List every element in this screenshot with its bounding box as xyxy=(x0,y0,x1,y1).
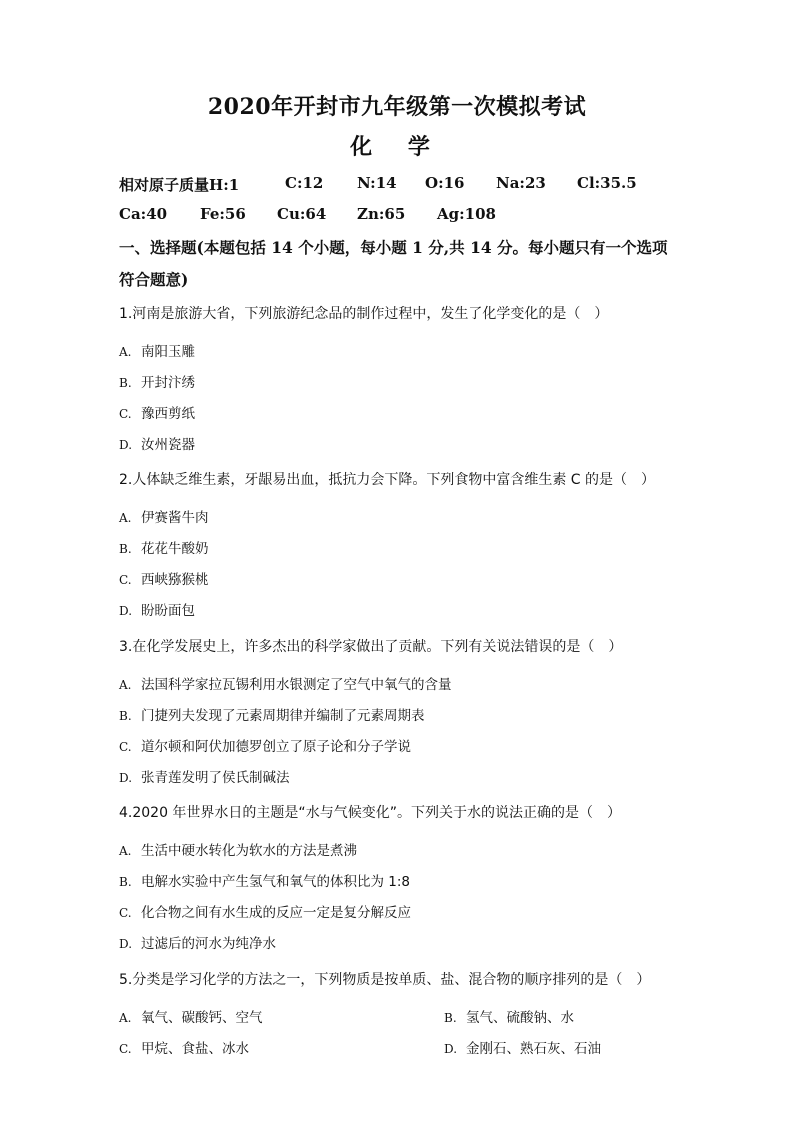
atomic-mass-item: N:14 xyxy=(357,174,397,192)
option-item: D. 金刚石、熟石灰、石油 xyxy=(444,1041,601,1057)
subject-title: 化 学 xyxy=(350,134,444,160)
option-item: B. 电解水实验中产生氢气和氧气的体积比为 1:8 xyxy=(119,874,411,890)
atomic-mass-item: Zn:65 xyxy=(357,205,406,223)
option-item: B. 开封汴绣 xyxy=(119,375,195,391)
question-stem: 5.分类是学习化学的方法之一，下列物质是按单质、盐、混合物的顺序排列的是（ ） xyxy=(119,972,651,988)
atomic-mass-item: Fe:56 xyxy=(200,205,246,223)
atomic-mass-label: 相对原子质量H:1 xyxy=(119,176,240,194)
option-item: C. 化合物之间有水生成的反应一定是复分解反应 xyxy=(119,905,411,921)
atomic-mass-item: Na:23 xyxy=(496,174,546,192)
question-stem: 4.2020 年世界水日的主题是“水与气候变化”。下列关于水的说法正确的是（ ） xyxy=(119,805,621,821)
question-stem: 3.在化学发展史上，许多杰出的科学家做出了贡献。下列有关说法错误的是（ ） xyxy=(119,639,623,655)
option-item: C. 道尔顿和阿伏加德罗创立了原子论和分子学说 xyxy=(119,739,411,755)
atomic-mass-item: Cu:64 xyxy=(277,205,327,223)
option-item: D. 过滤后的河水为纯净水 xyxy=(119,936,276,952)
option-item: A. 氧气、碳酸钙、空气 xyxy=(119,1010,263,1026)
atomic-mass-item: Ag:108 xyxy=(437,205,496,223)
question-stem: 2.人体缺乏维生素，牙龈易出血，抵抗力会下降。下列食物中富含维生素 C 的是（ ） xyxy=(119,472,656,488)
section-heading: 一、选择题(本题包括 14 个小题，每小题 1 分,共 14 分。每小题只有一个选项符合题意) xyxy=(119,238,668,289)
option-item: D. 张青莲发明了侯氏制碱法 xyxy=(119,770,290,786)
option-item: A. 伊赛酱牛肉 xyxy=(119,510,209,526)
atomic-mass-item: Ca:40 xyxy=(119,205,168,223)
exam-title: 2020年开封市九年级第一次模拟考试 xyxy=(207,94,587,120)
option-item: C. 豫西剪纸 xyxy=(119,406,195,422)
option-item: D. 盼盼面包 xyxy=(119,603,195,619)
option-item: A. 生活中硬水转化为软水的方法是煮沸 xyxy=(119,843,357,859)
option-item: C. 西峡猕猴桃 xyxy=(119,572,209,588)
option-item: C. 甲烷、食盐、冰水 xyxy=(119,1041,249,1057)
option-item: A. 南阳玉雕 xyxy=(119,344,195,360)
atomic-mass-item: C:12 xyxy=(285,174,324,192)
question-stem: 1.河南是旅游大省，下列旅游纪念品的制作过程中，发生了化学变化的是（ ） xyxy=(119,306,609,322)
atomic-mass-item: O:16 xyxy=(425,174,465,192)
option-item: B. 花花牛酸奶 xyxy=(119,541,209,557)
option-item: D. 汝州瓷器 xyxy=(119,437,195,453)
option-item: B. 氢气、硫酸钠、水 xyxy=(444,1010,574,1026)
option-item: A. 法国科学家拉瓦锡利用水银测定了空气中氧气的含量 xyxy=(119,677,452,693)
option-item: B. 门捷列夫发现了元素周期律并编制了元素周期表 xyxy=(119,708,425,724)
atomic-mass-item: Cl:35.5 xyxy=(577,174,637,192)
